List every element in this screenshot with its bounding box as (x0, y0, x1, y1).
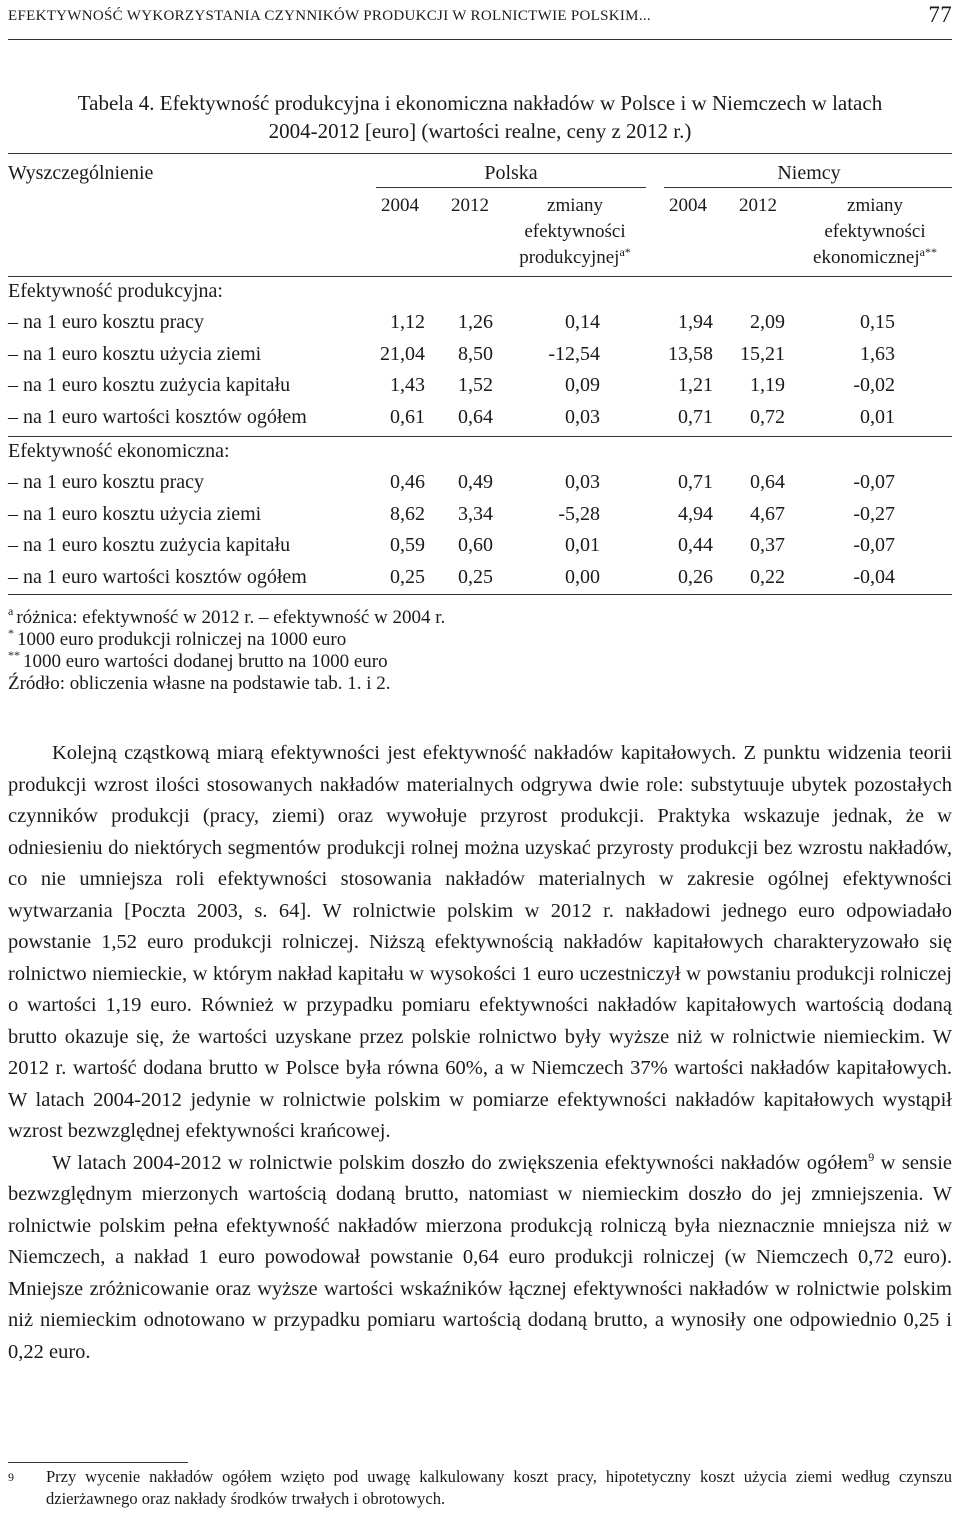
table-cell: 0,72 (750, 405, 785, 428)
footnote-divider (8, 1462, 188, 1463)
table-cell: 0,03 (565, 471, 600, 493)
group-header-polska: Polska (484, 162, 538, 184)
row-label: – na 1 euro kosztu użycia ziemi (8, 342, 262, 365)
table-cell: 8,50 (458, 342, 493, 365)
header-pl-change-line-3: produkcyjnej (519, 247, 620, 268)
table-row (0, 311, 960, 341)
running-head-title: EFEKTYWNOŚĆ WYKORZYSTANIA CZYNNIKÓW PRODUKCJI W ROLNICTWIE POLSKIM... (8, 8, 651, 24)
paragraph-2 (8, 1148, 952, 1369)
header-de-2004: 2004 (669, 195, 707, 216)
table-cell: 0,25 (458, 565, 493, 588)
note-a-text: różnica: efektywność w 2012 r. – efektywność w 2004 r. (16, 607, 446, 628)
data-table (0, 150, 960, 594)
table-cell: -0,07 (853, 471, 895, 493)
group-rule-polska (376, 187, 646, 188)
table-cell: 1,43 (390, 374, 425, 396)
table-cell: 4,67 (750, 502, 785, 525)
table-top-rule (8, 153, 952, 154)
table-row (0, 503, 960, 533)
row-label: – na 1 euro wartości kosztów ogółem (8, 405, 307, 428)
header-de-change-line-3: ekonomicznej (813, 247, 920, 268)
table-cell: 0,64 (750, 471, 785, 493)
table-cell: 0,03 (565, 405, 600, 428)
note-a (8, 604, 446, 629)
row-label: – na 1 euro kosztu pracy (8, 311, 205, 333)
table-cell: 1,52 (458, 374, 493, 396)
row-label: – na 1 euro kosztu zużycia kapitału (8, 534, 291, 556)
table-cell: 1,26 (458, 311, 493, 333)
table-cell: 0,01 (565, 534, 600, 556)
table-cell: 0,26 (678, 565, 713, 588)
table-cell: 2,09 (750, 311, 785, 333)
table-row (0, 471, 960, 501)
section-divider (8, 436, 952, 437)
table-cell: 0,64 (458, 405, 493, 428)
footnote-ref: 9 (868, 1149, 875, 1164)
header-pl-change (500, 193, 650, 271)
table-cell: -12,54 (548, 342, 600, 365)
note-star-mark: * (8, 626, 14, 640)
table-cell: 1,21 (678, 374, 713, 396)
paragraph-2-start: W latach 2004-2012 w rolnictwie polskim doszło do zwiększenia efektywności nakładów ogółem (52, 1151, 869, 1174)
header-bottom-rule (8, 276, 952, 277)
table-cell: 0,22 (750, 565, 785, 588)
table-caption-line-1: Tabela 4. Efektywność produkcyjna i ekonomiczna nakładów w Polsce i w Niemczech w latach (77, 91, 883, 115)
row-label: – na 1 euro kosztu użycia ziemi (8, 502, 262, 525)
table-cell: -0,27 (853, 502, 895, 525)
table-cell: -0,02 (853, 374, 895, 396)
table-cell: 4,94 (678, 502, 713, 525)
section-productive: Efektywność produkcyjna: (8, 280, 223, 302)
note-star-text: 1000 euro produkcji rolniczej na 1000 euro (17, 629, 347, 650)
header-de-change-line-1: zmiany (847, 195, 903, 216)
table-row (0, 343, 960, 373)
header-de-change (794, 193, 956, 271)
table-caption-line-2: 2004-2012 [euro] (wartości realne, ceny z 2012 r.) (268, 119, 692, 143)
footnote-number: 9 (8, 1470, 14, 1484)
table-notes (8, 604, 446, 695)
table-cell: 8,62 (390, 502, 425, 525)
group-header-niemcy: Niemcy (777, 162, 841, 184)
row-label: – na 1 euro kosztu zużycia kapitału (8, 374, 291, 396)
table-cell: 0,49 (458, 471, 493, 493)
note-double-star-text: 1000 euro wartości dodanej brutto na 1000 euro (23, 651, 388, 672)
table-cell: 0,15 (860, 311, 895, 333)
table-cell: 0,59 (390, 534, 425, 556)
column-header-label: Wyszczególnienie (8, 162, 154, 184)
table-cell: 1,94 (678, 311, 713, 333)
paragraph-1: Kolejną cząstkową miarą efektywności jest efektywność nakładów kapitałowych. Z punktu widzenia teorii produkcji wzrost ilości stosowanych nakładów materialnych odgrywa dwie role: substytuuje ubytek pozostałych czynników produkcji (pracy, ziemi) oraz wywołuje przyrost produkcji. Praktyka wskazuje jednak, że w odniesieniu do niektórych segmentów produkcji rolnej można uzyskać przyrosty produkcji bez wzrostu nakładów, co nie umniejsza roli efektywności stosowania nakładów materialnych w zakresie ogólnej efektywności wytwarzania [Poczta 2003, s. 64]. W rolnictwie polskim w 2012 r. nakładowi jednego euro odpowiadało powstanie 1,52 euro produkcji rolniczej. Niższą efektywnością nakładów kapitałowych charakteryzowało się rolnictwo niemieckie, w którym nakład kapitału w wysokości 1 euro uczestniczył w powstaniu produkcji rolniczej o wartości 1,19 euro. Również w przypadku pomiaru efektywności nakładów kapitałowych wartością dodaną brutto okazuje się, że wartości uzyskane przez polskie rolnictwo były wyższe niż w rolnictwie niemieckim. W 2012 r. wartość dodana brutto w Polsce była równa 60%, a w Niemczech 37% wartości nakładów kapitałowych. W latach 2004-2012 jedynie w rolnictwie polskim w pomiarze efektywności nakładów kapitałowych wystąpił wzrost bezwzględnej efektywności krańcowej. (8, 742, 952, 1142)
table-cell: 0,46 (390, 471, 425, 493)
table-cell: 0,44 (678, 534, 713, 556)
group-rule-niemcy (664, 187, 952, 188)
running-head (8, 4, 952, 30)
table-cell: 0,71 (678, 405, 713, 428)
table-cell: 0,14 (565, 311, 600, 333)
table-row (0, 374, 960, 404)
table-cell: 0,00 (565, 565, 600, 588)
note-star (8, 626, 445, 651)
header-de-2012: 2012 (739, 195, 777, 216)
header-pl-2012: 2012 (451, 195, 489, 216)
note-double-star-mark: ** (8, 648, 20, 662)
table-row (0, 566, 960, 596)
table-cell: 1,63 (860, 342, 895, 365)
table-cell: -0,07 (853, 534, 895, 556)
table-bottom-rule (8, 594, 952, 595)
note-a-mark: a (8, 604, 14, 618)
paragraph-2-rest: w sensie bezwzględnym mierzonych wartością dodaną brutto, natomiast w niemieckim doszło do jej zmniejszenia. W rolnictwie polskim pełna efektywność nakładów mierzona produkcją rolniczą była nieznacznie mniejsza niż w Niemczech, a nakład 1 euro powodował powstanie 0,64 euro produkcji rolniczej (w Niemczech 0,72 euro). Mniejsze zróżnicowanie oraz wyższe wartości wskaźników łącznej efektywności nakładów w rolnictwie polskim niż niemieckim odnotowano w przypadku pomiaru wartością dodaną brutto, a wynosiły one odpowiednio 0,25 i 0,22 euro. (8, 1151, 952, 1363)
table-cell: 0,25 (390, 565, 425, 588)
row-label: – na 1 euro wartości kosztów ogółem (8, 565, 307, 588)
table-cell: 15,21 (740, 342, 785, 365)
table-source: Źródło: obliczenia własne na podstawie tab. 1. i 2. (8, 673, 391, 694)
page-number: 77 (928, 2, 952, 27)
table-cell: 0,01 (860, 405, 895, 428)
header-pl-change-mark: a* (619, 245, 631, 259)
table-cell: 0,37 (750, 534, 785, 556)
table-cell: 3,34 (458, 502, 493, 525)
table-cell: -5,28 (558, 502, 600, 525)
header-divider (8, 39, 952, 40)
footnote (8, 1466, 952, 1510)
table-row (0, 534, 960, 564)
table-cell: 21,04 (380, 342, 425, 365)
footnote-text: Przy wycenie nakładów ogółem wzięto pod uwagę kalkulowany koszt pracy, hipotetyczny koszt użycia ziemi według czynszu dzierżawnego oraz nakłady środków trwałych i obrotowych. (46, 1467, 952, 1508)
header-de-change-line-2: efektywności (824, 221, 926, 242)
header-pl-change-line-2: efektywności (524, 221, 626, 242)
body-text (8, 738, 952, 1368)
table-cell: 0,71 (678, 471, 713, 493)
section-economic: Efektywność ekonomiczna: (8, 440, 230, 462)
table-cell: 0,61 (390, 405, 425, 428)
table-cell: 0,09 (565, 374, 600, 396)
table-cell: 1,12 (390, 311, 425, 333)
table-row (0, 406, 960, 436)
header-pl-2004: 2004 (381, 195, 419, 216)
header-de-change-mark: a** (919, 245, 937, 259)
table-caption (8, 89, 952, 145)
note-double-star (8, 648, 445, 673)
header-pl-change-line-1: zmiany (547, 195, 603, 216)
table-cell: 13,58 (668, 342, 713, 365)
table-cell: -0,04 (853, 565, 895, 588)
row-label: – na 1 euro kosztu pracy (8, 471, 205, 493)
table-cell: 1,19 (750, 374, 785, 396)
table-cell: 0,60 (458, 534, 493, 556)
